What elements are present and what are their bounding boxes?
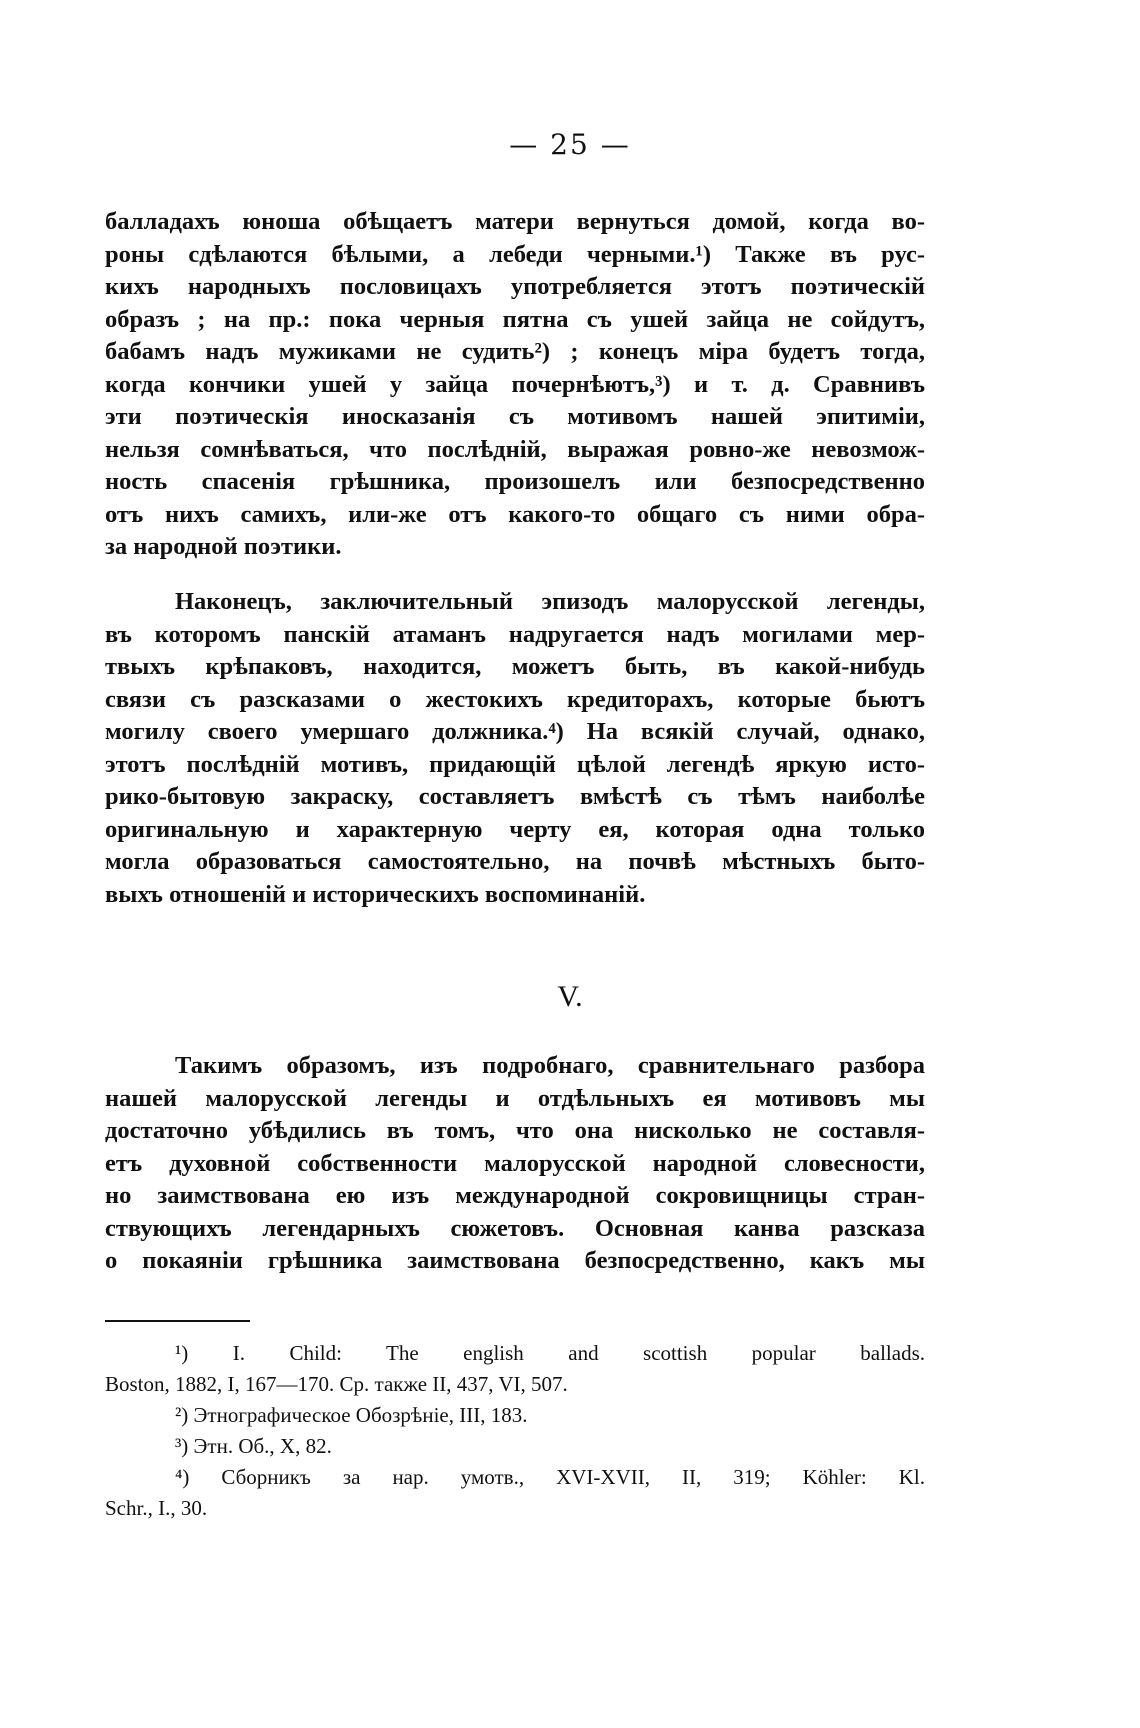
footnote-1-continued: Boston, 1882, I, 167—170. Ср. также II, 437, VI, 507. [105,1372,568,1396]
text-line: нельзя сомнѣваться, что послѣдній, выражая ровно-же невозмож- [105,435,925,463]
text-line: ность спасенія грѣшника, произошелъ или безпосредственно [105,468,925,495]
page-number: — 25 — [509,128,631,161]
text-line: но заимствована ею изъ международной сокровищницы стран- [105,1182,925,1209]
section-heading: V. [557,980,583,1013]
text-line: о покаяніи грѣшника заимствована безпосредственно, какъ мы [105,1247,925,1274]
footnote-4: ⁴) Сборникъ за нар. умотв., XVI-XVII, II, 319; Köhler: Kl. [175,1465,925,1489]
text-line: кихъ народныхъ пословицахъ употребляется этотъ поэтическій [105,273,925,300]
text-line: въ которомъ панскій атаманъ надругается надъ могилами мер- [105,620,925,648]
text-line: роны сдѣлаются бѣлыми, а лебеди черными.¹) Также въ рус- [105,240,925,268]
footnote-2: ²) Этнографическое Обозрѣніе, III, 183. [175,1403,528,1427]
footnote-3: ³) Этн. Об., X, 82. [175,1434,332,1458]
text-line: образъ ; на пр.: пока черныя пятна съ ушей зайца не сойдутъ, [105,305,925,333]
footnote-1: ¹) I. Child: The english and scottish popular ballads. [175,1341,925,1365]
text-line: связи съ разсказами о жестокихъ кредиторахъ, которые бьютъ [105,685,925,713]
text-line: достаточно убѣдились въ томъ, что она нисколько не составля- [105,1117,925,1144]
text-line: оригинальную и характерную черту ея, которая одна только [105,815,925,843]
text-line: рико-бытовую закраску, составляетъ вмѣстѣ съ тѣмъ наиболѣе [105,783,925,810]
text-line: Наконецъ, заключительный эпизодъ малорусской легенды, [175,588,925,615]
text-line: твыхъ крѣпаковъ, находится, можетъ быть, въ какой-нибудь [105,653,925,680]
text-line: могилу своего умершаго должника.⁴) На всякій случай, однако, [105,718,925,745]
text-line: этотъ послѣдній мотивъ, придающій цѣлой легендѣ яркую исто- [105,750,925,778]
paragraph-2 [105,586,925,911]
text-line: за народной поэтики. [105,533,342,560]
section-paragraph [105,1050,925,1278]
text-line: могла образоваться самостоятельно, на почвѣ мѣстныхъ быто- [105,848,925,875]
footnote-divider [105,1320,250,1322]
text-line: балладахъ юноша обѣщаетъ матери вернуться домой, когда во- [105,208,925,235]
text-line: нашей малорусской легенды и отдѣльныхъ ея мотивовъ мы [105,1084,925,1112]
text-line: етъ духовной собственности малорусской народной словесности, [105,1149,925,1177]
footnote-4-continued: Schr., I., 30. [105,1496,208,1520]
text-line: ствующихъ легендарныхъ сюжетовъ. Основная канва разсказа [105,1214,925,1242]
text-line: эти поэтическія иносказанія съ мотивомъ нашей эпитиміи, [105,403,925,430]
footnotes [105,1338,925,1524]
paragraph-1 [105,206,925,564]
text-line: отъ нихъ самихъ, или-же отъ какого-то общаго съ ними обра- [105,500,925,528]
text-line: бабамъ надъ мужиками не судить²) ; конецъ міра будетъ тогда, [105,338,925,365]
text-line: выхъ отношеній и историческихъ воспоминаній. [105,880,646,908]
text-line: Такимъ образомъ, изъ подробнаго, сравнительнаго разбора [175,1052,925,1079]
text-line: когда кончики ушей у зайца почернѣютъ,³) и т. д. Сравнивъ [105,370,925,398]
